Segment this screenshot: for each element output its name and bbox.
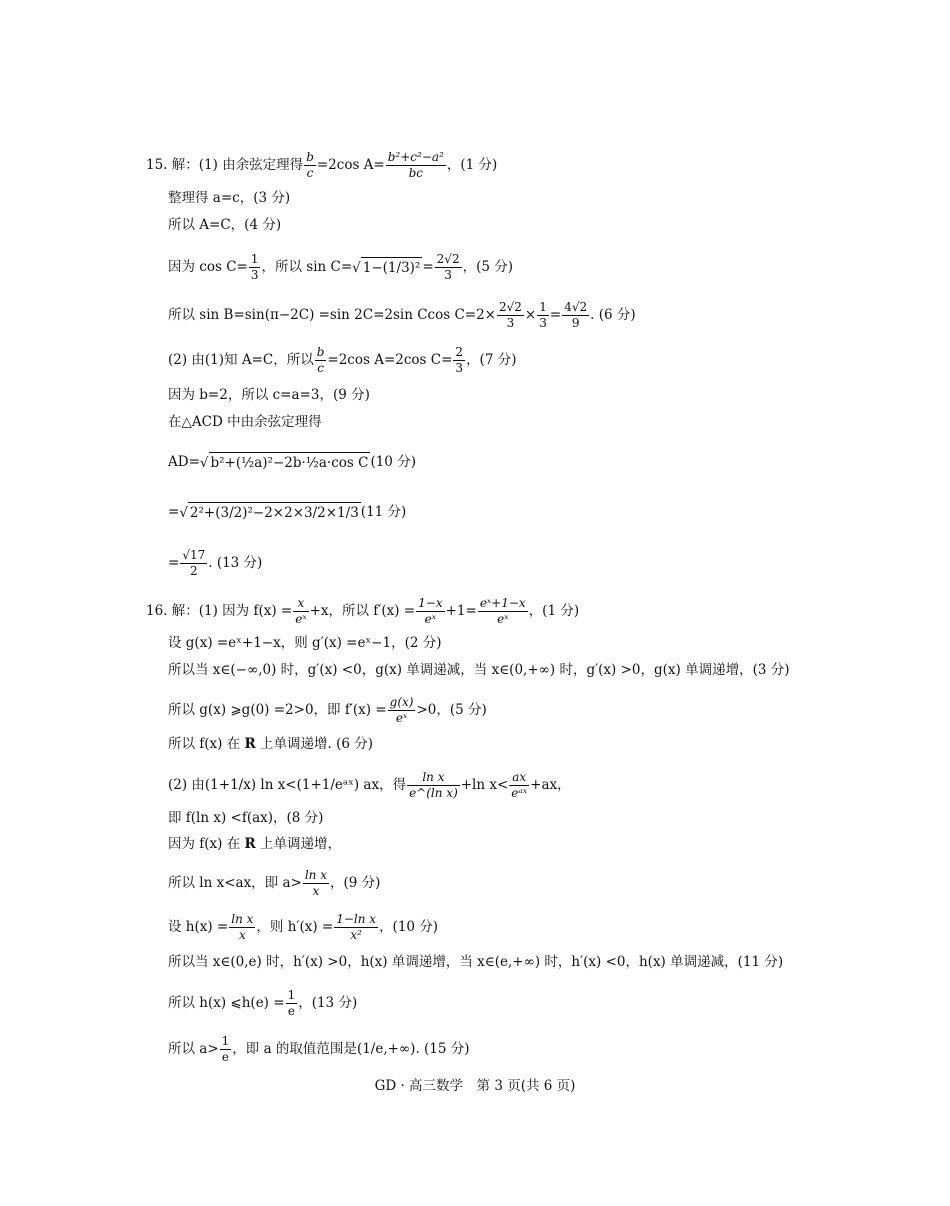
page-footer: GD · 高三数学 第 3 页(共 6 页) [374,1078,576,1094]
q16-line-4: 所以 g(x) ⩾g(0) =2>0，即 f′(x) = $\frac{g(x)}{\text{eˣ}}$ >0，(5 分) [168,695,487,725]
q15-line-8: 在△ACD 中由余弦定理得 [168,414,322,430]
q15-line-5: 所以 sin B=sin(π−2C) =sin 2C=2sin Ccos C=2× $\frac{2√2}{3}$ × $\frac{1}{3}$ = $\frac{4√2}{9}$ . (6 分) [168,300,636,330]
q15-line-10: =√ 2²+(3/2)²−2×2×3/2×1/3 (11 分) [168,504,407,521]
q15-line-11: = $\frac{√17}{2}$ . (13 分) [168,548,263,578]
q16-line-8: 因为 f(x) 在 R 上单调递增， [168,836,342,852]
q16-line-9: 所以 ln x<ax，即 a> $\frac{\text{ln x}}{x}$ ，(9 分) [168,868,381,898]
q16-line-5: 所以 f(x) 在 R 上单调递增. (6 分) [168,736,374,752]
q15-line-2: 整理得 a=c，(3 分) [168,190,291,206]
q15-line-1: 15. 解：(1) 由余弦定理得 $\frac{b}{c}$ =2cos A= $\frac{\text{b²+c²−a²}}{bc}$ ，(1 分) [146,150,498,180]
q16-line-10: 设 h(x) = $\frac{\text{ln x}}{x}$ ，则 h′(x) = $\frac{\text{1−ln x}}{\text{x²}}$ ，(10 分) [168,912,439,942]
q16-line-13: 所以 a> $\frac{1}{e}$ ，即 a 的取值范围是(1/e,+∞). (15 分) [168,1034,470,1064]
q15-line-7: 因为 b=2，所以 c=a=3，(9 分) [168,387,370,403]
q15-line-9: AD=√ b²+(½a)²−2b·½a·cos C (10 分) [168,454,416,471]
q16-line-7: 即 f(ln x) <f(ax)，(8 分) [168,810,324,826]
q16-line-11: 所以当 x∈(0,e) 时，h′(x) >0，h(x) 单调递增，当 x∈(e,+∞) 时，h′(x) <0，h(x) 单调递减，(11 分) [168,954,784,970]
q16-line-2: 设 g(x) =eˣ+1−x，则 g′(x) =eˣ−1，(2 分) [168,635,442,651]
q16-line-3: 所以当 x∈(−∞,0) 时，g′(x) <0，g(x) 单调递减，当 x∈(0,+∞) 时，g′(x) >0，g(x) 单调递增，(3 分) [168,662,790,678]
q16-line-1: 16. 解：(1) 因为 f(x) = $\frac{x}{\text{eˣ}}$ +x，所以 f′(x) = $\frac{1-x}{\text{eˣ}}$ +1= $\frac{\text{eˣ+1−x}}{\text{eˣ}}$ ，(1 分) [146,596,580,626]
q15-line-4: 因为 cos C= $\frac{1}{3}$ ，所以 sin C=√ 1−(1/3)² = $\frac{2√2}{3}$ ，(5 分) [168,252,513,282]
q16-line-12: 所以 h(x) ⩽h(e) = $\frac{1}{e}$ ，(13 分) [168,988,358,1018]
q15-line-6: (2) 由(1)知 A=C，所以 $\frac{b}{c}$ =2cos A=2cos C= $\frac{2}{3}$ ，(7 分) [168,345,517,375]
q15-line-3: 所以 A=C，(4 分) [168,217,282,233]
q16-line-6: (2) 由(1+1/x) ln x<(1+1/eᵃˣ) ax，得 $\frac{\text{ln x}}{\text{e\textasciicircum{}(ln x)}}$ +ln x< $\frac{ax}{\text{eᵃˣ}}$ +ax， [168,770,571,800]
